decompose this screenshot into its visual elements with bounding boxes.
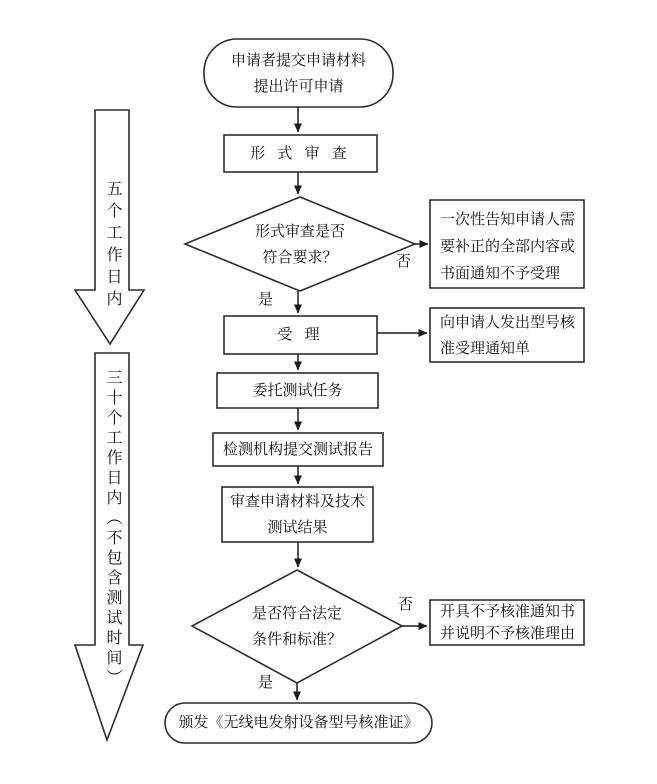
node-notice-correction-text: [440, 206, 580, 287]
node-start-line2: 提出许可申请: [253, 78, 344, 95]
node-accept-text: 受 理: [277, 326, 324, 343]
node-test-report-text: 检测机构提交测试报告: [222, 441, 373, 458]
node-non-approval-line2: 并说明不予核准理由: [440, 625, 576, 642]
node-notice-correction-line3: 书面通知不予受理: [440, 265, 561, 282]
node-acceptance-notice-line2: 准受理通知单: [440, 340, 531, 357]
timeline-label-30days: 三十个工作日内（不包含测试时间）: [104, 369, 121, 689]
label-yes2: 是: [258, 674, 274, 691]
node-acceptance-notice-line1: 向申请人发出型号核: [440, 314, 576, 331]
node-notice-correction-line2: 要补正的全部内容或: [440, 238, 576, 255]
node-decision2-line2: 条件和标准？: [251, 631, 342, 648]
node-notice-correction-line1: 一次性告知申请人需: [440, 211, 576, 228]
label-no1: 否: [396, 253, 412, 270]
node-acceptance-notice-text: [440, 310, 580, 362]
node-decision2-line1: 是否符合法定: [251, 605, 342, 622]
node-start-text: [204, 48, 393, 100]
node-review-materials-line1: 审查申请材料及技术: [229, 493, 365, 510]
label-no2: 否: [398, 596, 414, 613]
node-entrust-test-text: 委托测试任务: [252, 382, 343, 399]
node-decision1-line2: 符合要求？: [262, 249, 338, 266]
node-start-line1: 申请者提交申请材料: [230, 52, 366, 69]
label-yes1: 是: [258, 291, 274, 308]
node-review-materials-text: [222, 489, 373, 541]
node-non-approval-text: [440, 601, 580, 645]
node-formal-review-text: 形 式 审 查: [250, 145, 351, 162]
node-decision2-text: [212, 601, 382, 653]
node-decision1-text: [215, 219, 385, 271]
node-issue-cert-text: 颁发《无线电发射设备型号核准证》: [178, 714, 419, 731]
node-review-materials-line2: 测试结果: [267, 519, 328, 536]
node-decision1-line1: 形式审查是否: [254, 223, 345, 240]
node-non-approval-line1: 开具不予核准通知书: [440, 603, 576, 620]
timeline-label-5days: 五个工作日内: [104, 180, 121, 312]
